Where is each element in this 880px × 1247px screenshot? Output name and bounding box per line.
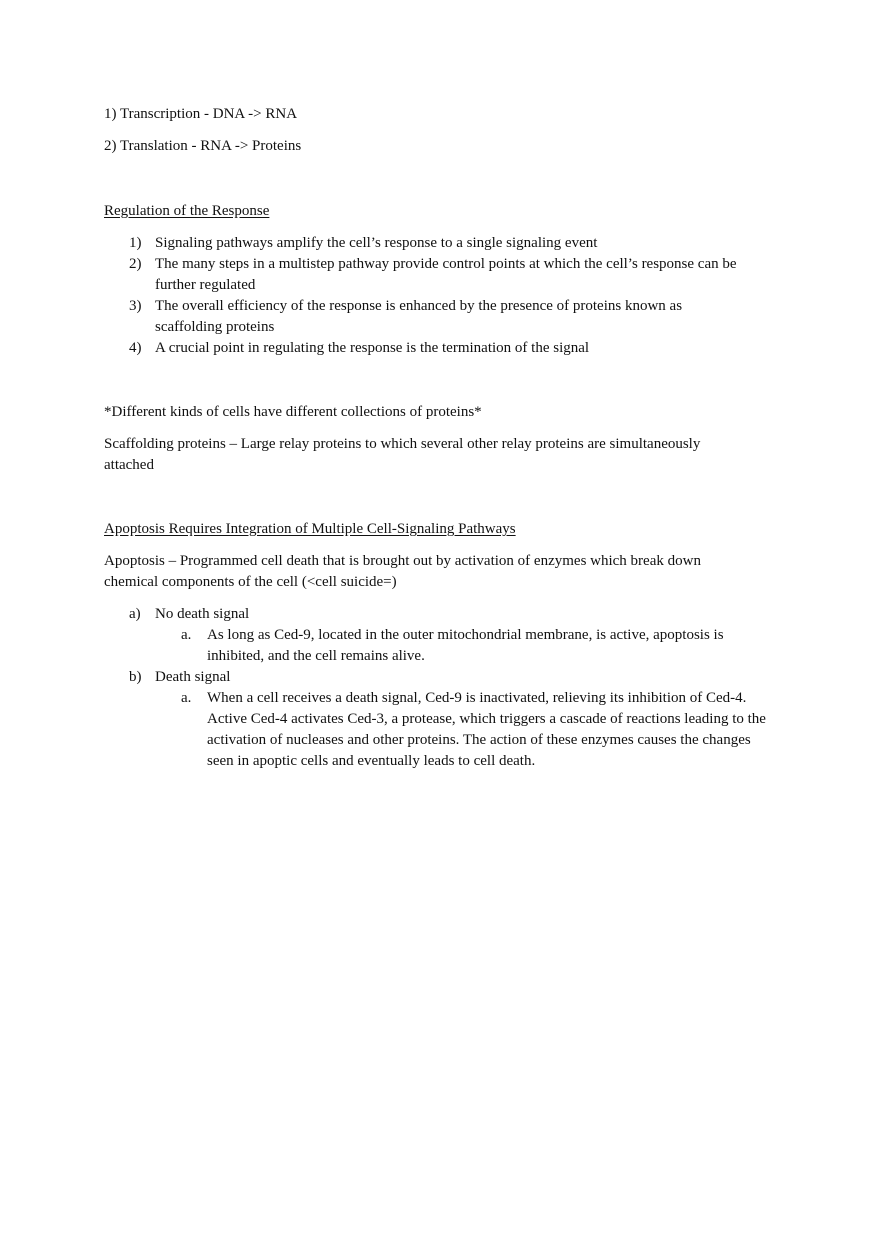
list-item-text: Signaling pathways amplify the cell’s response to a single signaling event: [155, 235, 598, 251]
proteins-note: *Different kinds of cells have different collections of proteins*: [104, 404, 482, 420]
apoptosis-list: [104, 604, 794, 625]
list-item-text: No death signal: [155, 606, 250, 622]
list-marker: 1): [129, 235, 142, 251]
scaffolding-definition: Scaffolding proteins – Large relay proteins to which several other relay proteins are simultaneously attached: [104, 436, 701, 473]
regulation-list: [104, 233, 794, 359]
document-page: [104, 104, 794, 772]
list-marker: b): [129, 669, 142, 685]
list-item-text: The overall efficiency of the response is enhanced by the presence of proteins known as scaffolding proteins: [155, 298, 683, 335]
regulation-item: [104, 233, 794, 254]
apoptosis-heading: Apoptosis Requires Integration of Multiple Cell-Signaling Pathways: [104, 521, 516, 537]
list-marker: a.: [181, 690, 192, 706]
list-item-text: Death signal: [155, 669, 231, 685]
list-item-text: A crucial point in regulating the response is the termination of the signal: [155, 340, 590, 356]
list-item-text: As long as Ced-9, located in the outer mitochondrial membrane, is active, apoptosis is inhibited, and the cell remains alive.: [207, 627, 724, 664]
apoptosis-list: [104, 667, 794, 688]
list-marker: a.: [181, 627, 192, 643]
apoptosis-item: [104, 667, 794, 688]
apoptosis-sublist: [104, 625, 794, 667]
list-marker: 3): [129, 298, 142, 314]
list-marker: 2): [129, 256, 142, 272]
list-item-text: When a cell receives a death signal, Ced-9 is inactivated, relieving its inhibition of Ced-4. Active Ced-4 activates Ced-3, a protease, which triggers a cascade of reactions leading to the activation of nucleases and other proteins. The action of these enzymes causes the changes seen in apoptic cells and eventually leads to cell death.: [207, 690, 766, 769]
intro-line-transcription: 1) Transcription - DNA -> RNA: [104, 106, 298, 122]
apoptosis-subitem: [104, 688, 779, 772]
apoptosis-item: [104, 604, 794, 625]
regulation-item: [104, 296, 720, 338]
regulation-heading: Regulation of the Response: [104, 203, 270, 219]
intro-line-translation: 2) Translation - RNA -> Proteins: [104, 138, 302, 154]
list-marker: 4): [129, 340, 142, 356]
apoptosis-subitem: [104, 625, 752, 667]
apoptosis-sublist: [104, 688, 794, 772]
regulation-item: [104, 254, 754, 296]
regulation-item: [104, 338, 794, 359]
list-marker: a): [129, 606, 141, 622]
list-item-text: The many steps in a multistep pathway provide control points at which the cell’s response can be further regulated: [155, 256, 737, 293]
apoptosis-definition: Apoptosis – Programmed cell death that is brought out by activation of enzymes which break down chemical components of the cell (<cell suicide=): [104, 553, 701, 590]
